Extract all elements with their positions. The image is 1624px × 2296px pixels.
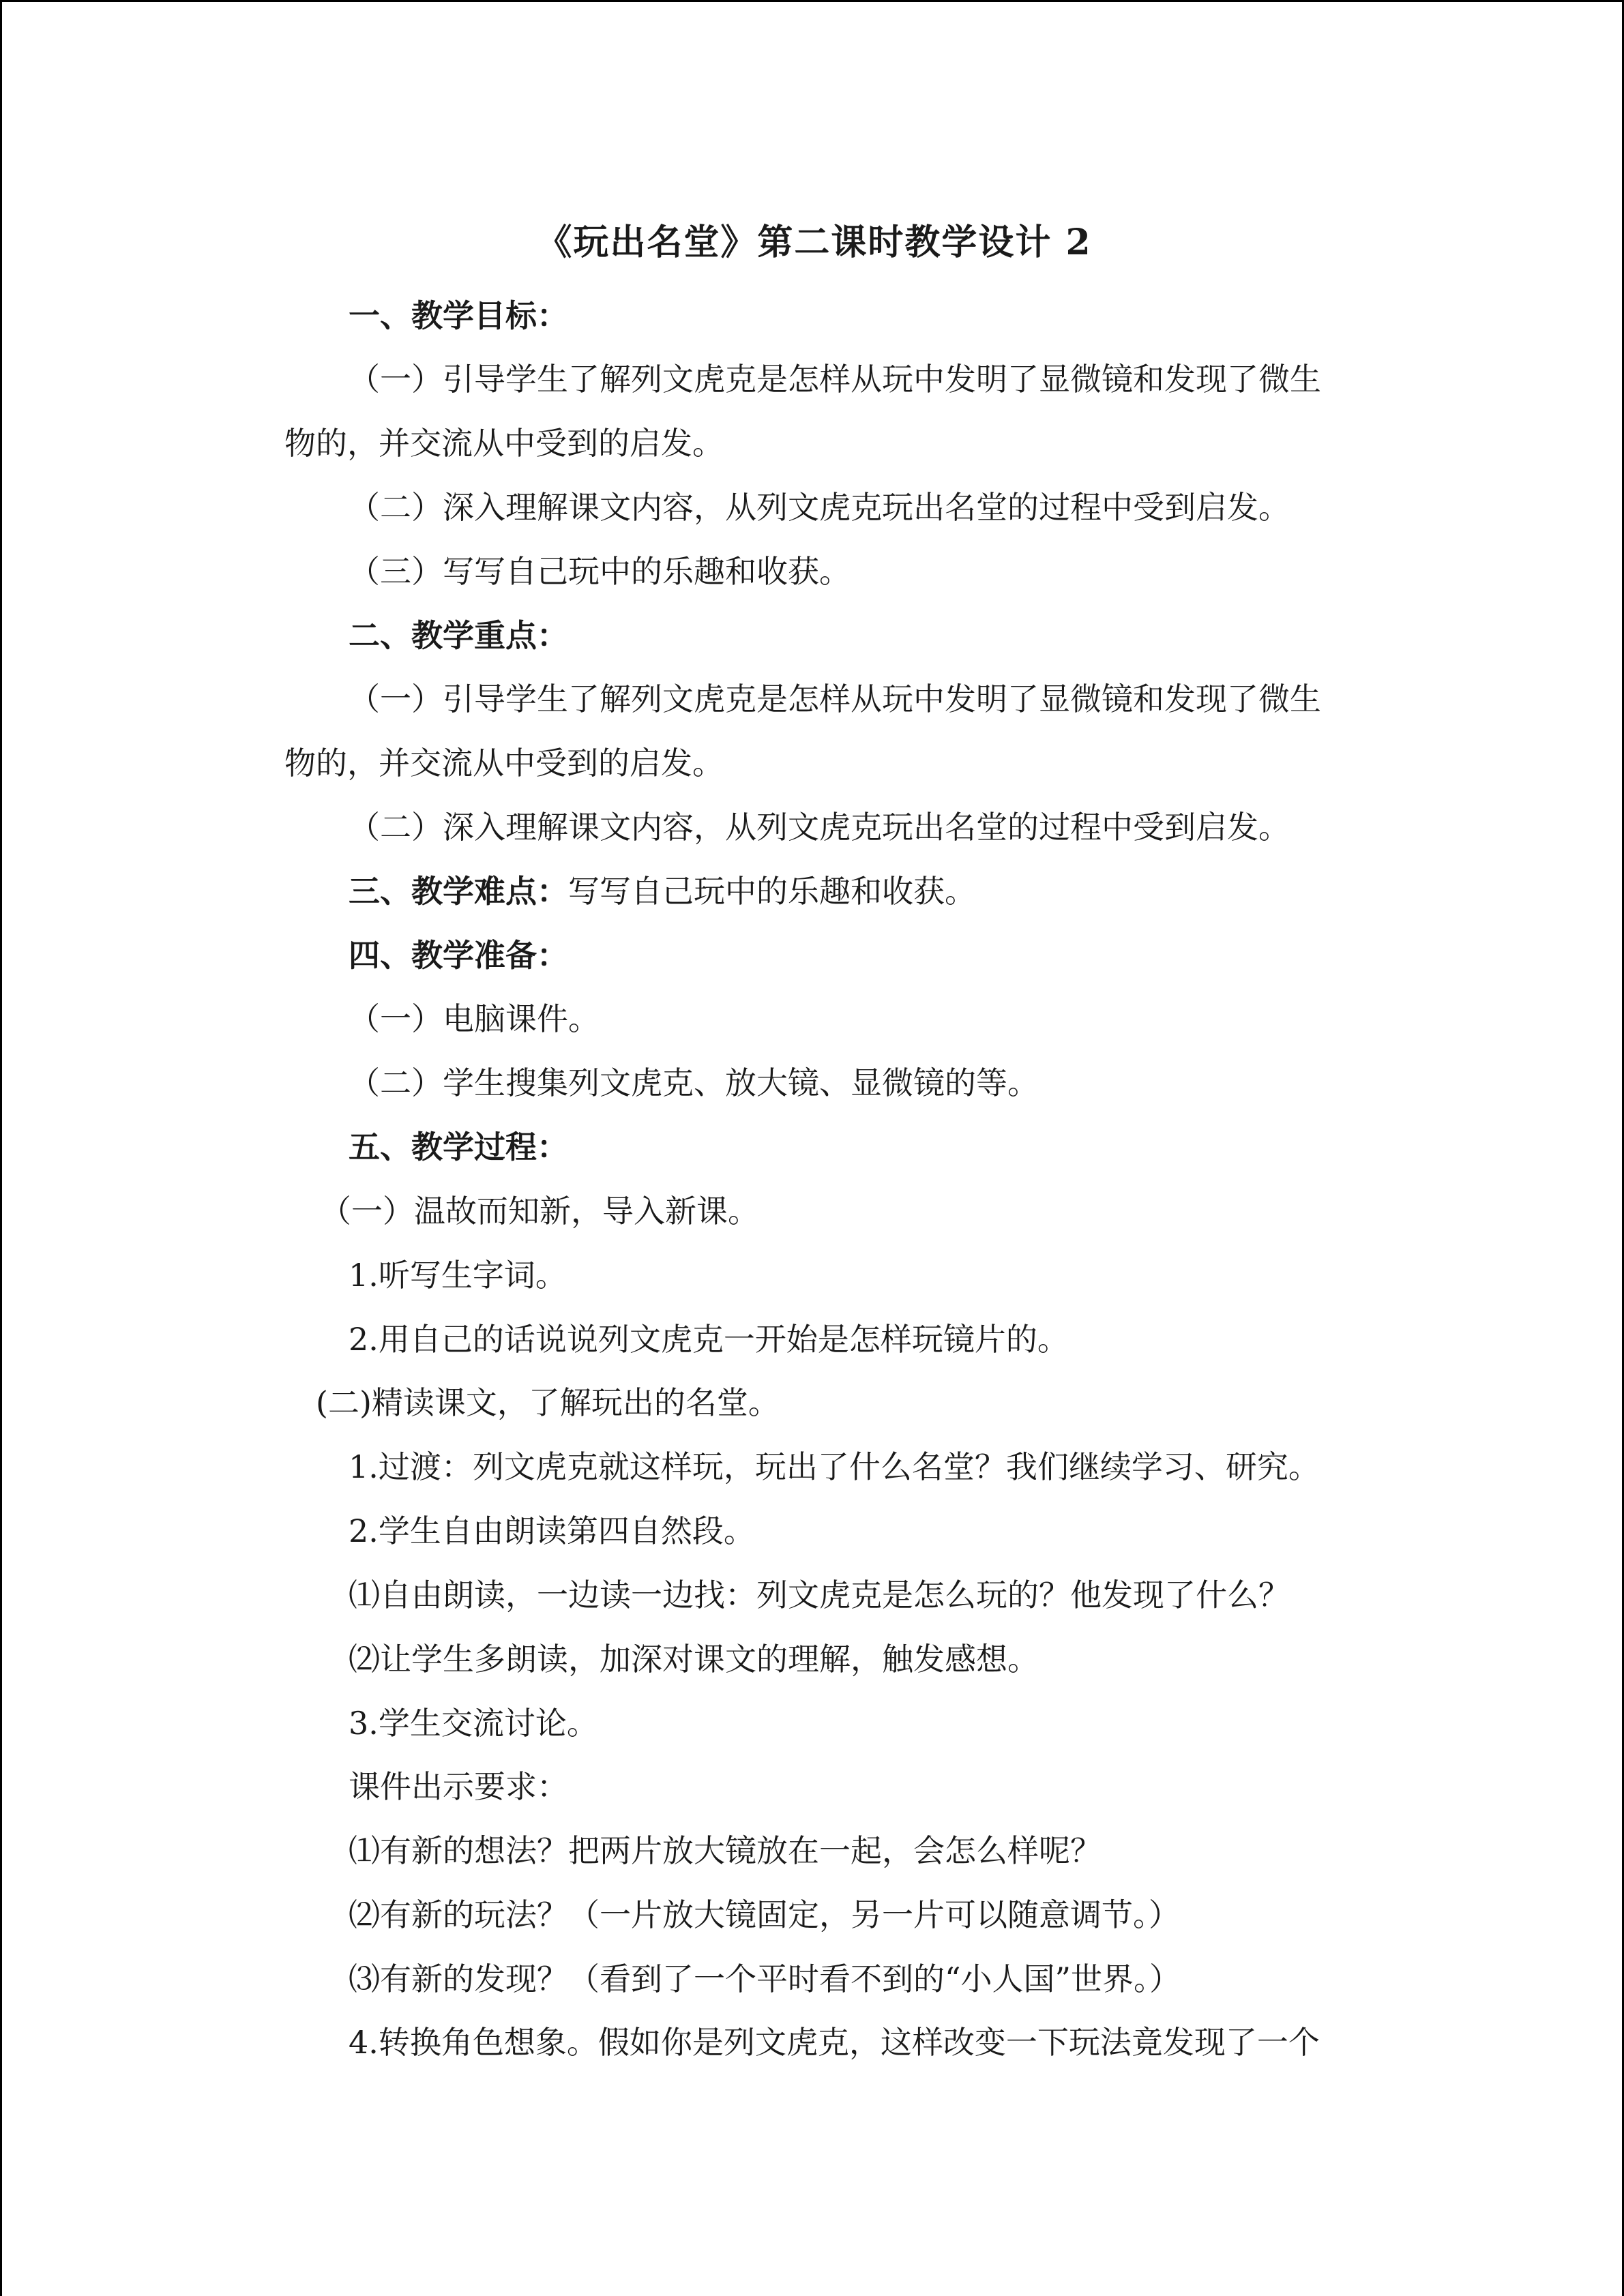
- requirement-2: ⑵有新的玩法？（一片放大镜固定，另一片可以随意调节。）: [349, 1896, 1180, 1933]
- section-heading-difficulty: 三、教学难点：: [349, 873, 568, 910]
- section-heading-objectives: 一、教学目标：: [349, 297, 568, 334]
- key-point-1-line1: （一）引导学生了解列文虎克是怎样从玩中发明了显微镜和发现了微生: [349, 681, 1321, 717]
- key-point-1-line2: 物的，并交流从中受到的启发。: [284, 745, 724, 781]
- objective-1-line1: （一）引导学生了解列文虎克是怎样从玩中发明了显微镜和发现了微生: [349, 361, 1321, 398]
- requirement-1: ⑴有新的想法？把两片放大镜放在一起，会怎么样呢？: [349, 1832, 1102, 1869]
- preparation-2: （二）学生搜集列文虎克、放大镜、显微镜的等。: [349, 1064, 1039, 1101]
- objective-3: （三）写写自己玩中的乐趣和收获。: [349, 553, 851, 590]
- process-step-2-1: 1.过渡：列文虎克就这样玩，玩出了什么名堂？我们继续学习、研究。: [349, 1448, 1320, 1485]
- process-step-1-2: 2.用自己的话说说列文虎克一开始是怎样玩镜片的。: [349, 1321, 1069, 1358]
- process-step-2-4: 4.转换角色想象。假如你是列文虎克，这样改变一下玩法竟发现了一个: [349, 2024, 1320, 2061]
- preparation-1: （一）电脑课件。: [349, 1000, 600, 1037]
- document-title: 《玩出名堂》第二课时教学设计 2: [536, 222, 1092, 263]
- process-step-2-2: 2.学生自由朗读第四自然段。: [349, 1512, 755, 1549]
- difficulty-line: [349, 871, 976, 912]
- process-part-2: (二)精读课文，了解玩出的名堂。: [316, 1384, 780, 1421]
- courseware-requirements: 课件出示要求：: [349, 1768, 568, 1805]
- process-step-2-2a: ⑴自由朗读，一边读一边找：列文虎克是怎么玩的？他发现了什么？: [349, 1577, 1290, 1613]
- objective-2: （二）深入理解课文内容，从列文虎克玩出名堂的过程中受到启发。: [349, 489, 1290, 526]
- process-step-2-3: 3.学生交流讨论。: [349, 1705, 598, 1742]
- requirement-3: ⑶有新的发现？（看到了一个平时看不到的“小人国”世界。）: [349, 1960, 1181, 1997]
- process-step-2-2b: ⑵让学生多朗读，加深对课文的理解，触发感想。: [349, 1641, 1039, 1678]
- difficulty-text: 写写自己玩中的乐趣和收获。: [568, 873, 976, 910]
- section-heading-preparation: 四、教学准备：: [349, 937, 568, 974]
- section-heading-key-points: 二、教学重点：: [349, 617, 568, 654]
- process-step-1-1: 1.听写生字词。: [349, 1257, 567, 1294]
- process-part-1: （一）温故而知新，导入新课。: [320, 1193, 759, 1229]
- objective-1-line2: 物的，并交流从中受到的启发。: [284, 425, 724, 462]
- section-heading-process: 五、教学过程：: [349, 1129, 568, 1165]
- key-point-2: （二）深入理解课文内容，从列文虎克玩出名堂的过程中受到启发。: [349, 809, 1290, 846]
